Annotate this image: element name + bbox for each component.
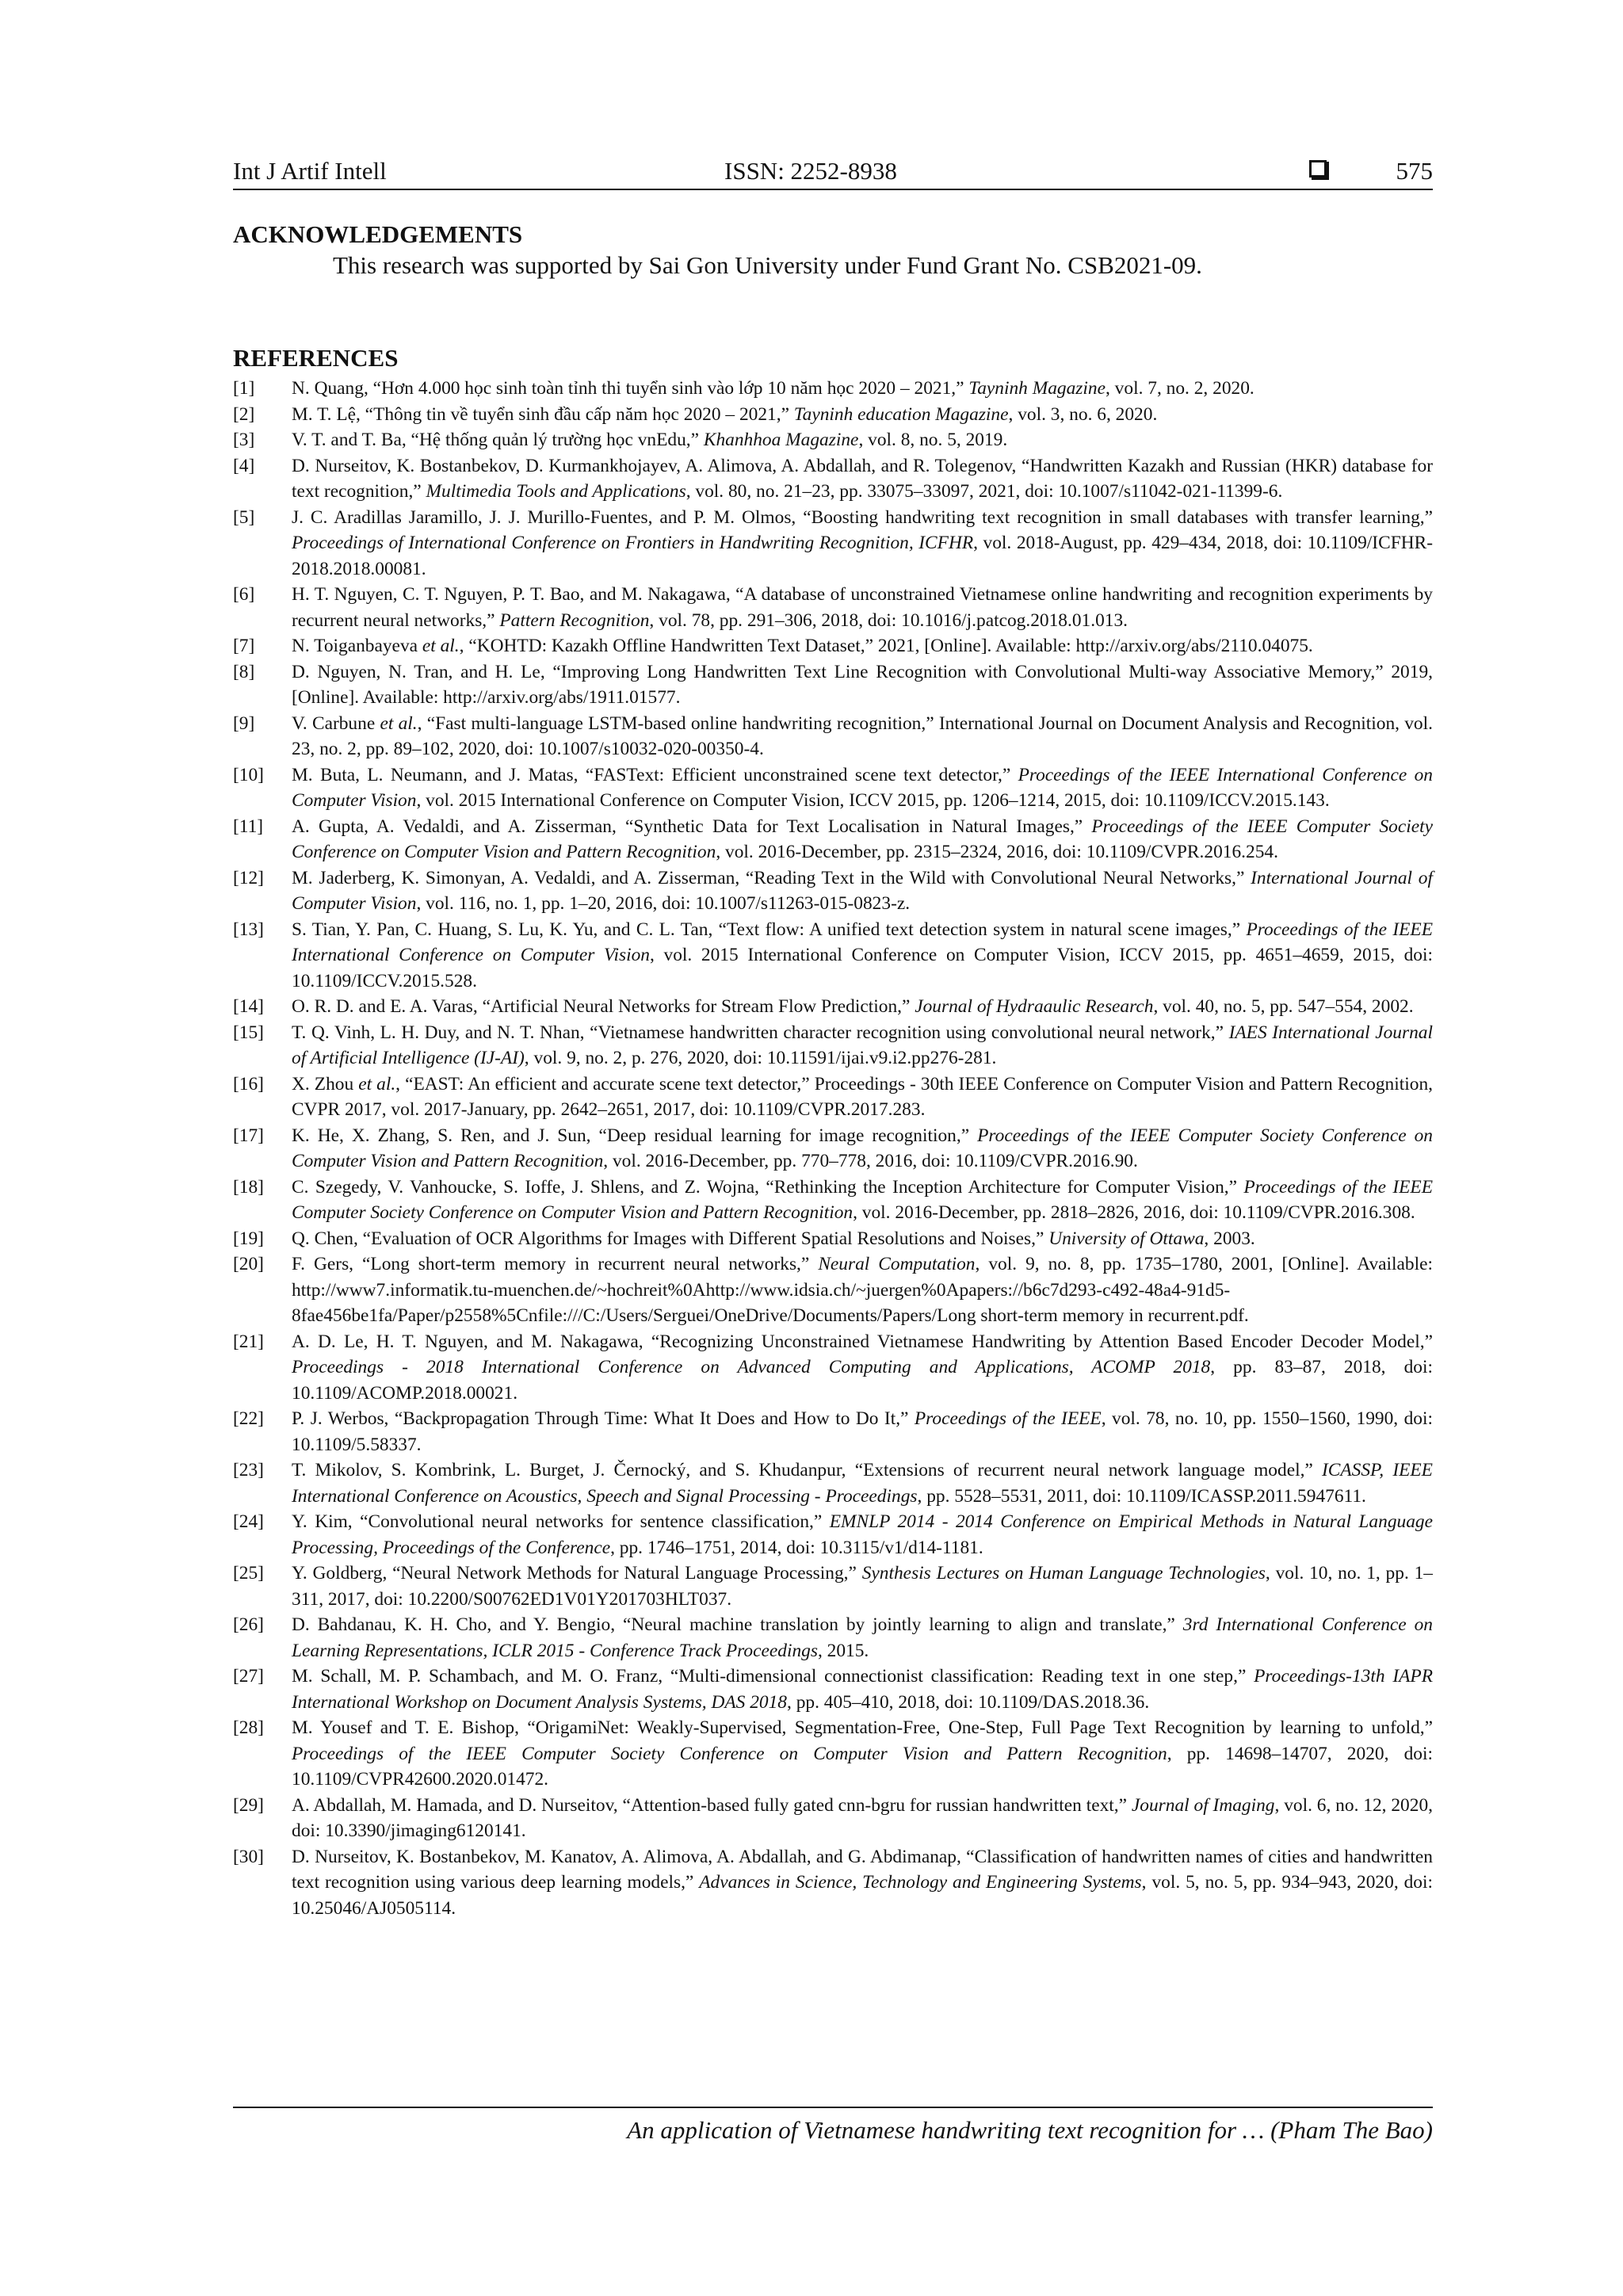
reference-text: [292, 1251, 1433, 1329]
reference-number: [5]: [233, 506, 255, 528]
reference-number: [1]: [233, 378, 255, 399]
reference-source-italic: et al.: [422, 636, 460, 656]
reference-text: [292, 814, 1433, 865]
reference-text-details: , vol. 40, no. 5, pp. 547–554, 2002.: [1153, 996, 1414, 1017]
reference-text-plain: N. Quang, “Hơn 4.000 học sinh toàn tỉnh thi tuyển sinh vào lớp 10 năm học 2020 – 2021,”: [292, 378, 969, 399]
reference-text-plain: M. Jaderberg, K. Simonyan, A. Vedaldi, and A. Zisserman, “Reading Text in the Wild with Convolutional Neural Networks,”: [292, 867, 1251, 888]
reference-text-details: , vol. 3, no. 6, 2020.: [1008, 403, 1158, 425]
reference-item: [233, 1329, 1433, 1407]
reference-text: [292, 505, 1433, 583]
reference-number: [17]: [233, 1125, 264, 1146]
reference-number: [14]: [233, 996, 264, 1017]
reference-text: [292, 1509, 1433, 1561]
reference-item: [233, 762, 1433, 814]
reference-number: [29]: [233, 1794, 264, 1816]
reference-number: [30]: [233, 1846, 264, 1867]
reference-item: [233, 1175, 1433, 1226]
reference-item: [233, 659, 1433, 711]
reference-item: [233, 1406, 1433, 1457]
reference-text-plain: V. Carbune: [292, 712, 380, 734]
reference-source-italic: ICASSP, IEEE International Conference on Acoustics, Speech and Signal Processing - Proceedings: [292, 1460, 1433, 1507]
footer-rule: [233, 2107, 1433, 2108]
reference-text-details: , “Fast multi-language LSTM-based online handwriting recognition,” International Journal on Document Analysis and Recognition, vol. 23, no. 2, pp. 89–102, 2020, doi: 10.1007/s10032-020-00350-4.: [292, 712, 1433, 759]
reference-text: [292, 427, 1433, 453]
reference-text-plain: M. T. Lệ, “Thông tin về tuyển sinh đầu cấp năm học 2020 – 2021,”: [292, 403, 794, 425]
reference-number: [26]: [233, 1614, 264, 1635]
reference-text-plain: M. Schall, M. P. Schambach, and M. O. Franz, “Multi-dimensional connectionist classification: Reading text in one step,”: [292, 1666, 1254, 1687]
reference-text: [292, 1072, 1433, 1123]
reference-item: [233, 1251, 1433, 1329]
reference-item: [233, 1020, 1433, 1072]
reference-text-details: , vol. 7, no. 2, 2020.: [1105, 378, 1254, 399]
reference-text: [292, 1793, 1433, 1844]
reference-source-italic: International Journal of Computer Vision: [292, 867, 1433, 914]
reference-text-details: , vol. 2016-December, pp. 2818–2826, 2016, doi: 10.1109/CVPR.2016.308.: [853, 1202, 1415, 1223]
reference-item: [233, 1509, 1433, 1561]
reference-source-italic: Proceedings of the IEEE International Conference on Computer Vision: [292, 764, 1433, 811]
reference-text: [292, 402, 1433, 428]
reference-source-italic: Journal of Imaging: [1131, 1794, 1275, 1816]
reference-source-italic: Proceedings of the IEEE: [914, 1408, 1102, 1429]
reference-text-details: , 2003.: [1204, 1228, 1255, 1249]
reference-text-plain: S. Tian, Y. Pan, C. Huang, S. Lu, K. Yu, and C. L. Tan, “Text flow: A unified text detection system in natural scene images,”: [292, 919, 1247, 940]
reference-item: [233, 814, 1433, 865]
reference-source-italic: et al.: [380, 712, 418, 734]
reference-text-details: , vol. 8, no. 5, 2019.: [858, 430, 1008, 450]
reference-number: [6]: [233, 584, 255, 605]
reference-source-italic: Tayninh education Magazine: [793, 403, 1009, 425]
reference-text-details: , vol. 78, no. 10, pp. 1550–1560, 1990, doi: 10.1109/5.58337.: [292, 1408, 1433, 1455]
reference-text-plain: D. Nurseitov, K. Bostanbekov, M. Kanatov, A. Alimova, A. Abdallah, and G. Abdimanap, “Classification of handwritten names of cities and handwritten text recognition using various deep learning models,”: [292, 1846, 1433, 1893]
reference-text-plain: D. Nurseitov, K. Bostanbekov, D. Kurmankhojayev, A. Alimova, A. Abdallah, and R. Tolegenov, “Handwritten Kazakh and Russian (HKR) database for text recognition,”: [292, 455, 1433, 502]
reference-source-italic: Proceedings - 2018 International Conference on Advanced Computing and Applications, ACOMP 2018: [292, 1357, 1211, 1377]
reference-item: [233, 402, 1433, 428]
reference-text-plain: P. J. Werbos, “Backpropagation Through Time: What It Does and How to Do It,”: [292, 1408, 915, 1429]
reference-number: [10]: [233, 764, 264, 785]
journal-name: Int J Artif Intell: [233, 157, 387, 185]
reference-source-italic: Pattern Recognition: [499, 609, 650, 631]
reference-item: [233, 427, 1433, 453]
reference-source-italic: Proceedings-13th IAPR International Workshop on Document Analysis Systems, DAS 2018: [292, 1666, 1433, 1713]
reference-text: [292, 1844, 1433, 1922]
reference-text-plain: A. D. Le, H. T. Nguyen, and M. Nakagawa, “Recognizing Unconstrained Vietnamese Handwriting by Attention Based Encoder Decoder Model,”: [292, 1331, 1433, 1352]
reference-text-details: , pp. 14698–14707, 2020, doi: 10.1109/CVPR42600.2020.01472.: [292, 1743, 1433, 1790]
reference-number: [3]: [233, 430, 255, 450]
reference-text: [292, 1612, 1433, 1664]
reference-text-plain: J. C. Aradillas Jaramillo, J. J. Murillo-Fuentes, and P. M. Olmos, “Boosting handwriting text recognition in small databases with transfer learning,”: [292, 506, 1433, 528]
reference-text-details: , 2015.: [817, 1640, 869, 1661]
reference-number: [22]: [233, 1408, 264, 1429]
reference-source-italic: Proceedings of the IEEE Computer Society Conference on Computer Vision and Pattern Recognition: [292, 1125, 1433, 1171]
reference-text-plain: M. Buta, L. Neumann, and J. Matas, “FASText: Efficient unconstrained scene text detector,”: [292, 764, 1018, 785]
reference-text: [292, 453, 1433, 505]
reference-text: [292, 582, 1433, 633]
reference-source-italic: Advances in Science, Technology and Engineering Systems: [699, 1872, 1142, 1893]
reference-text-details: , pp. 83–87, 2018, doi: 10.1109/ACOMP.2018.00021.: [292, 1357, 1433, 1404]
reference-number: [18]: [233, 1176, 264, 1198]
reference-item: [233, 633, 1433, 659]
reference-text-details: , vol. 80, no. 21–23, pp. 33075–33097, 2021, doi: 10.1007/s11042-021-11399-6.: [685, 481, 1283, 502]
reference-text: [292, 1715, 1433, 1793]
reference-text-details: , vol. 10, no. 1, pp. 1–311, 2017, doi: 10.2200/S00762ED1V01Y201703HLT037.: [292, 1563, 1433, 1610]
reference-number: [24]: [233, 1511, 264, 1532]
reference-text: [292, 865, 1433, 917]
header-rule: [233, 189, 1433, 190]
reference-text: [292, 1561, 1433, 1612]
reference-number: [21]: [233, 1331, 264, 1352]
reference-text-details: , “KOHTD: Kazakh Offline Handwritten Text Dataset,” 2021, [Online]. Available: http://arxiv.org/abs/2110.04075.: [459, 636, 1313, 656]
reference-number: [13]: [233, 919, 264, 940]
reference-text-plain: V. T. and T. Ba, “Hệ thống quản lý trường học vnEdu,”: [292, 430, 704, 450]
reference-item: [233, 1226, 1433, 1252]
reference-text-plain: T. Mikolov, S. Kombrink, L. Burget, J. Černocký, and S. Khudanpur, “Extensions of recurrent neural network language model,”: [292, 1460, 1322, 1480]
reference-number: [20]: [233, 1254, 264, 1274]
reference-text: [292, 1020, 1433, 1072]
reference-number: [23]: [233, 1460, 264, 1480]
reference-item: [233, 994, 1433, 1020]
reference-text-plain: A. Abdallah, M. Hamada, and D. Nurseitov, “Attention-based fully gated cnn-bgru for russian handwritten text,”: [292, 1794, 1132, 1816]
reference-item: [233, 1793, 1433, 1844]
reference-text: [292, 1457, 1433, 1509]
reference-text-details: , vol. 2016-December, pp. 770–778, 2016, doi: 10.1109/CVPR.2016.90.: [603, 1151, 1138, 1171]
reference-item: [233, 1561, 1433, 1612]
reference-source-italic: Synthesis Lectures on Human Language Technologies: [861, 1563, 1266, 1584]
reference-item: [233, 582, 1433, 633]
reference-item: [233, 453, 1433, 505]
reference-item: [233, 1844, 1433, 1922]
reference-text-plain: Y. Goldberg, “Neural Network Methods for Natural Language Processing,”: [292, 1563, 862, 1584]
reference-source-italic: Neural Computation: [818, 1254, 976, 1274]
reference-list: [233, 376, 1433, 1921]
reference-text-details: , vol. 116, no. 1, pp. 1–20, 2016, doi: 10.1007/s11263-015-0823-z.: [416, 893, 911, 914]
reference-text-details: , vol. 2015 International Conference on Computer Vision, ICCV 2015, pp. 1206–1214, 2015, doi: 10.1109/ICCV.2015.143.: [416, 790, 1330, 811]
reference-text: [292, 1406, 1433, 1457]
reference-text: [292, 1175, 1433, 1226]
reference-source-italic: Khanhhoa Magazine: [703, 430, 859, 450]
reference-text-plain: N. Toiganbayeva: [292, 636, 422, 656]
reference-source-italic: University of Ottawa: [1048, 1228, 1205, 1249]
reference-source-italic: Proceedings of the IEEE Computer Society Conference on Computer Vision and Pattern Recognition: [292, 816, 1433, 862]
reference-text-details: , vol. 9, no. 8, pp. 1735–1780, 2001, [Online]. Available: http://www7.informatik.tu-muenchen.de/~hochreit%0Ahttp://www.idsia.ch/~juergen%0Apapers://b6c7d293-c492-48a4-91d5-8fae456be1fa/Paper/p2558%5Cnfile:///C:/Users/Serguei/OneDrive/Documents/Papers/Long short-term memory in recurrent.pdf.: [292, 1254, 1433, 1326]
running-footer: An application of Vietnamese handwriting text recognition for … (Pham The Bao): [627, 2116, 1433, 2144]
reference-text-plain: D. Nguyen, N. Tran, and H. Le, “Improving Long Handwritten Text Line Recognition with Convolutional Multi-way Associative Memory,” 2019, [Online]. Available: http://arxiv.org/abs/1911.01577.: [292, 661, 1433, 708]
reference-item: [233, 917, 1433, 995]
reference-text-details: , pp. 1746–1751, 2014, doi: 10.3115/v1/d14-1181.: [610, 1537, 983, 1558]
reference-number: [2]: [233, 403, 255, 425]
reference-text-details: , “EAST: An efficient and accurate scene text detector,” Proceedings - 30th IEEE Conference on Computer Vision and Pattern Recognition, CVPR 2017, vol. 2017-January, pp. 2642–2651, 2017, doi: 10.1109/CVPR.2017.283.: [292, 1073, 1433, 1120]
reference-text-plain: F. Gers, “Long short-term memory in recurrent neural networks,”: [292, 1254, 819, 1274]
reference-number: [7]: [233, 636, 255, 656]
issn: ISSN: 2252-8938: [724, 157, 897, 185]
reference-number: [25]: [233, 1563, 264, 1584]
reference-source-italic: Proceedings of the IEEE International Conference on Computer Vision: [292, 919, 1433, 965]
reference-text: [292, 917, 1433, 995]
reference-text-details: , vol. 2016-December, pp. 2315–2324, 2016, doi: 10.1109/CVPR.2016.254.: [716, 842, 1278, 862]
square-box-icon: [1309, 160, 1327, 178]
reference-number: [16]: [233, 1073, 264, 1095]
reference-text-details: , vol. 78, pp. 291–306, 2018, doi: 10.1016/j.patcog.2018.01.013.: [649, 609, 1128, 631]
reference-number: [12]: [233, 867, 264, 888]
reference-source-italic: Proceedings of the IEEE Computer Society Conference on Computer Vision and Pattern Recognition: [292, 1743, 1167, 1764]
reference-item: [233, 1664, 1433, 1715]
reference-text-details: , pp. 405–410, 2018, doi: 10.1109/DAS.2018.36.: [787, 1691, 1150, 1713]
reference-item: [233, 711, 1433, 762]
reference-item: [233, 505, 1433, 583]
reference-number: [28]: [233, 1717, 264, 1738]
reference-source-italic: et al.: [358, 1073, 396, 1095]
reference-text-plain: X. Zhou: [292, 1073, 359, 1095]
reference-text: [292, 1664, 1433, 1715]
reference-text: [292, 1226, 1433, 1252]
reference-text-details: , pp. 5528–5531, 2011, doi: 10.1109/ICASSP.2011.5947611.: [917, 1485, 1366, 1507]
reference-source-italic: IAES International Journal of Artificial Intelligence (IJ-AI): [292, 1022, 1433, 1068]
acknowledgements-text: This research was supported by Sai Gon University under Fund Grant No. CSB2021-09.: [333, 251, 1202, 279]
reference-number: [19]: [233, 1228, 264, 1249]
reference-source-italic: Proceedings of the IEEE Computer Society Conference on Computer Vision and Pattern Recognition: [292, 1176, 1433, 1223]
reference-item: [233, 1457, 1433, 1509]
acknowledgements-heading: ACKNOWLEDGEMENTS: [233, 220, 523, 248]
reference-source-italic: Multimedia Tools and Applications: [426, 481, 686, 502]
reference-item: [233, 1715, 1433, 1793]
reference-text: [292, 762, 1433, 814]
reference-text-plain: C. Szegedy, V. Vanhoucke, S. Ioffe, J. Shlens, and Z. Wojna, “Rethinking the Inception Architecture for Computer Vision,”: [292, 1176, 1244, 1198]
reference-source-italic: Journal of Hydraaulic Research: [915, 996, 1154, 1017]
reference-text-details: , vol. 9, no. 2, p. 276, 2020, doi: 10.11591/ijai.v9.i2.pp276-281.: [524, 1048, 997, 1068]
reference-number: [9]: [233, 712, 255, 734]
reference-source-italic: Tayninh Magazine: [968, 378, 1106, 399]
reference-text-plain: K. He, X. Zhang, S. Ren, and J. Sun, “Deep residual learning for image recognition,”: [292, 1125, 978, 1146]
reference-text: [292, 1123, 1433, 1175]
reference-text-plain: H. T. Nguyen, C. T. Nguyen, P. T. Bao, and M. Nakagawa, “A database of unconstrained Vietnamese online handwriting and recognition experiments by recurrent neural networks,”: [292, 584, 1433, 631]
reference-item: [233, 376, 1433, 402]
reference-number: [8]: [233, 661, 255, 682]
reference-text-details: , vol. 2015 International Conference on Computer Vision, ICCV 2015, pp. 4651–4659, 2015, doi: 10.1109/ICCV.2015.528.: [292, 945, 1433, 991]
reference-text-plain: Y. Kim, “Convolutional neural networks for sentence classification,”: [292, 1511, 830, 1532]
reference-number: [4]: [233, 455, 255, 476]
reference-text-details: , vol. 6, no. 12, 2020, doi: 10.3390/jimaging6120141.: [292, 1794, 1433, 1841]
reference-item: [233, 1072, 1433, 1123]
reference-item: [233, 1612, 1433, 1664]
running-header: [233, 155, 1433, 187]
reference-text: [292, 994, 1433, 1020]
reference-source-italic: 3rd International Conference on Learning Representations, ICLR 2015 - Conference Track Proceedings: [292, 1614, 1434, 1661]
reference-item: [233, 865, 1433, 917]
reference-item: [233, 1123, 1433, 1175]
reference-text-plain: O. R. D. and E. A. Varas, “Artificial Neural Networks for Stream Flow Prediction,”: [292, 996, 915, 1017]
reference-text: [292, 711, 1433, 762]
reference-text-details: , vol. 2018-August, pp. 429–434, 2018, doi: 10.1109/ICFHR-2018.2018.00081.: [292, 533, 1433, 579]
reference-text-plain: Q. Chen, “Evaluation of OCR Algorithms for Images with Different Spatial Resolutions and Noises,”: [292, 1228, 1049, 1249]
references-heading: REFERENCES: [233, 344, 399, 372]
reference-text: [292, 633, 1433, 659]
reference-text: [292, 1329, 1433, 1407]
reference-text-plain: T. Q. Vinh, L. H. Duy, and N. T. Nhan, “Vietnamese handwritten character recognition using convolutional neural network,”: [292, 1022, 1229, 1043]
reference-source-italic: Proceedings of International Conference on Frontiers in Handwriting Recognition, ICFHR: [292, 533, 974, 553]
reference-text-details: , vol. 5, no. 5, pp. 934–943, 2020, doi: 10.25046/AJ0505114.: [292, 1872, 1433, 1919]
reference-number: [27]: [233, 1666, 264, 1687]
reference-text-plain: D. Bahdanau, K. H. Cho, and Y. Bengio, “Neural machine translation by jointly learning to align and translate,”: [292, 1614, 1183, 1635]
reference-number: [15]: [233, 1022, 264, 1043]
reference-source-italic: EMNLP 2014 - 2014 Conference on Empirical Methods in Natural Language Processing, Proceedings of the Conference: [292, 1511, 1433, 1558]
page-number: 575: [1396, 157, 1433, 185]
reference-text-plain: A. Gupta, A. Vedaldi, and A. Zisserman, “Synthetic Data for Text Localisation in Natural Images,”: [292, 816, 1092, 837]
reference-text-plain: M. Yousef and T. E. Bishop, “OrigamiNet: Weakly-Supervised, Segmentation-Free, One-Step, Full Page Text Recognition by learning to unfold,”: [292, 1717, 1433, 1738]
reference-text: [292, 659, 1433, 711]
reference-text: [292, 376, 1433, 402]
reference-number: [11]: [233, 816, 264, 837]
